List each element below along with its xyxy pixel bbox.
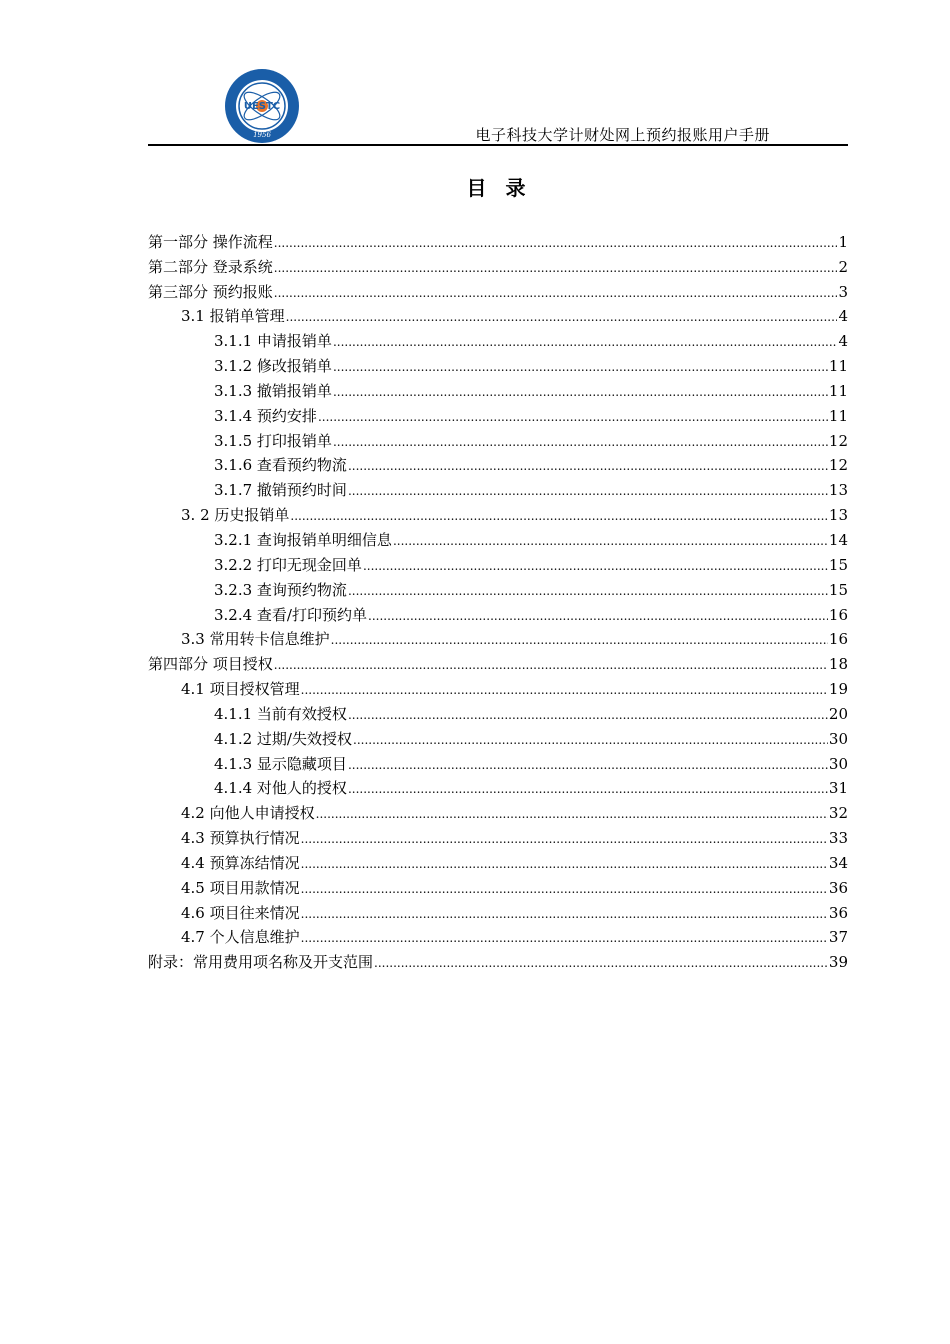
toc-dot-leader — [348, 704, 828, 724]
toc-entry-page: 34 — [828, 853, 848, 872]
toc-entry-page: 20 — [828, 704, 848, 723]
toc-dot-leader — [363, 555, 828, 575]
header-divider — [148, 144, 848, 146]
toc-entry-page: 12 — [828, 431, 848, 450]
toc-entry-label: 4.1.4 对他人的授权 — [214, 779, 347, 798]
toc-dot-leader — [301, 903, 828, 923]
toc-entry-page: 30 — [828, 754, 848, 773]
toc-entry-label: 3.1.4 预约安排 — [214, 406, 317, 425]
toc-entry-label: 3.2.3 查询预约物流 — [214, 580, 347, 599]
toc-entry-page: 36 — [828, 878, 848, 897]
toc-entry[interactable] — [148, 550, 848, 575]
toc-entry[interactable] — [148, 674, 848, 699]
toc-entry-page: 15 — [828, 555, 848, 574]
toc-entry-label: 3.1.5 打印报销单 — [214, 431, 332, 450]
toc-entry[interactable] — [148, 600, 848, 625]
toc-entry[interactable] — [148, 351, 848, 376]
toc-dot-leader — [274, 654, 828, 674]
toc-entry-label: 3.1.2 修改报销单 — [214, 357, 332, 376]
toc-entry-page: 11 — [828, 381, 848, 400]
toc-entry-label: 3.1.6 查看预约物流 — [214, 456, 347, 475]
toc-entry-label: 第一部分 操作流程 — [148, 232, 273, 251]
toc-entry[interactable] — [148, 823, 848, 848]
toc-entry-page: 39 — [828, 953, 848, 972]
logo-year: 1956 — [253, 131, 271, 139]
toc-dot-leader — [393, 530, 828, 550]
toc-entry-label: 3.1.3 撤销报销单 — [214, 381, 332, 400]
toc-entry-page: 33 — [828, 829, 848, 848]
toc-dot-leader — [348, 580, 828, 600]
toc-entry[interactable] — [148, 649, 848, 674]
toc-entry[interactable] — [148, 724, 848, 749]
toc-dot-leader — [274, 282, 838, 302]
toc-entry[interactable] — [148, 401, 848, 426]
toc-entry-label: 3.1 报销单管理 — [181, 307, 285, 326]
toc-entry[interactable] — [148, 525, 848, 550]
toc-entry-page: 16 — [828, 605, 848, 624]
toc-entry[interactable] — [148, 302, 848, 327]
toc-dot-leader — [331, 629, 828, 649]
toc-entry[interactable] — [148, 426, 848, 451]
toc-entry-label: 4.1 项目授权管理 — [181, 680, 300, 699]
toc-entry-page: 37 — [828, 928, 848, 947]
toc-dot-leader — [348, 778, 828, 798]
toc-entry-page: 16 — [828, 630, 848, 649]
toc-entry[interactable] — [148, 500, 848, 525]
toc-dot-leader — [286, 306, 838, 326]
toc-dot-leader — [333, 356, 828, 376]
toc-entry-label: 4.4 预算冻结情况 — [181, 853, 300, 872]
toc-entry-label: 4.2 向他人申请授权 — [181, 804, 315, 823]
toc-dot-leader — [374, 952, 828, 972]
toc-dot-leader — [290, 505, 828, 525]
logo-text: UESTC — [243, 101, 281, 112]
toc-entry-page: 12 — [828, 456, 848, 475]
toc-entry-label: 4.1.1 当前有效授权 — [214, 704, 347, 723]
toc-dot-leader — [301, 679, 828, 699]
toc-dot-leader — [368, 605, 828, 625]
toc-entry-page: 11 — [828, 357, 848, 376]
toc-entry-label: 3.2.4 查看/打印预约单 — [214, 605, 367, 624]
toc-entry[interactable] — [148, 326, 848, 351]
toc-entry-label: 附录：常用费用项名称及开支范围 — [148, 953, 374, 972]
toc-entry-label: 第四部分 项目授权 — [148, 655, 273, 674]
toc-title: 目 录 — [466, 176, 532, 200]
document-header-title: 电子科技大学计财处网上预约报账用户手册 — [475, 126, 770, 144]
toc-entry-page: 19 — [828, 680, 848, 699]
toc-entry[interactable] — [148, 475, 848, 500]
toc-entry-label: 3. 2 历史报销单 — [181, 506, 290, 525]
toc-dot-leader — [348, 455, 828, 475]
toc-dot-leader — [301, 878, 828, 898]
toc-entry-page: 3 — [838, 282, 848, 301]
toc-dot-leader — [301, 828, 828, 848]
toc-entry[interactable] — [148, 376, 848, 401]
toc-entry-page: 32 — [828, 804, 848, 823]
toc-dot-leader — [348, 480, 828, 500]
toc-dot-leader — [316, 803, 828, 823]
toc-entry-page: 13 — [828, 506, 848, 525]
toc-dot-leader — [353, 729, 828, 749]
toc-entry-label: 4.5 项目用款情况 — [181, 878, 300, 897]
toc-entry-page: 13 — [828, 481, 848, 500]
toc-entry[interactable] — [148, 227, 848, 252]
toc-dot-leader — [333, 331, 838, 351]
toc-entry[interactable] — [148, 923, 848, 948]
toc-dot-leader — [348, 754, 828, 774]
toc-entry[interactable] — [148, 625, 848, 650]
toc-entry-page: 4 — [838, 332, 848, 351]
toc-dot-leader — [318, 406, 828, 426]
toc-entry[interactable] — [148, 749, 848, 774]
toc-dot-leader — [274, 257, 838, 277]
toc-entry[interactable] — [148, 873, 848, 898]
toc-entry-label: 4.3 预算执行情况 — [181, 829, 300, 848]
toc-entry[interactable] — [148, 774, 848, 799]
toc-entry-label: 4.6 项目往来情况 — [181, 903, 300, 922]
toc-entry-label: 3.3 常用转卡信息维护 — [181, 630, 330, 649]
toc-entry-page: 36 — [828, 903, 848, 922]
toc-entry-page: 31 — [828, 779, 848, 798]
toc-entry-page: 18 — [828, 655, 848, 674]
toc-dot-leader — [333, 381, 828, 401]
toc-entry-page: 14 — [828, 530, 848, 549]
toc-entry[interactable] — [148, 848, 848, 873]
toc-dot-leader — [274, 232, 838, 252]
toc-entry[interactable] — [148, 699, 848, 724]
toc-entry[interactable] — [148, 898, 848, 923]
toc-entry-label: 4.1.3 显示隐藏项目 — [214, 754, 347, 773]
toc-entry[interactable] — [148, 947, 848, 972]
toc-entry-label: 3.1.7 撤销预约时间 — [214, 481, 347, 500]
table-of-contents — [148, 227, 848, 972]
toc-entry-page: 30 — [828, 729, 848, 748]
toc-entry-label: 第二部分 登录系统 — [148, 257, 273, 276]
toc-entry[interactable] — [148, 451, 848, 476]
toc-entry[interactable] — [148, 277, 848, 302]
toc-dot-leader — [301, 853, 828, 873]
toc-entry-label: 3.1.1 申请报销单 — [214, 332, 332, 351]
toc-dot-leader — [333, 431, 828, 451]
toc-entry-label: 4.7 个人信息维护 — [181, 928, 300, 947]
toc-entry-label: 4.1.2 过期/失效授权 — [214, 729, 352, 748]
toc-entry-label: 第三部分 预约报账 — [148, 282, 273, 301]
toc-entry-page: 2 — [838, 257, 848, 276]
toc-entry-page: 11 — [828, 406, 848, 425]
toc-entry-label: 3.2.2 打印无现金回单 — [214, 555, 362, 574]
toc-entry-page: 1 — [838, 232, 848, 251]
toc-entry-page: 15 — [828, 580, 848, 599]
toc-entry[interactable] — [148, 252, 848, 277]
toc-entry-label: 3.2.1 查询报销单明细信息 — [214, 530, 392, 549]
toc-dot-leader — [301, 927, 828, 947]
toc-entry-page: 4 — [838, 307, 848, 326]
university-logo — [224, 68, 300, 144]
toc-entry[interactable] — [148, 575, 848, 600]
toc-entry[interactable] — [148, 798, 848, 823]
